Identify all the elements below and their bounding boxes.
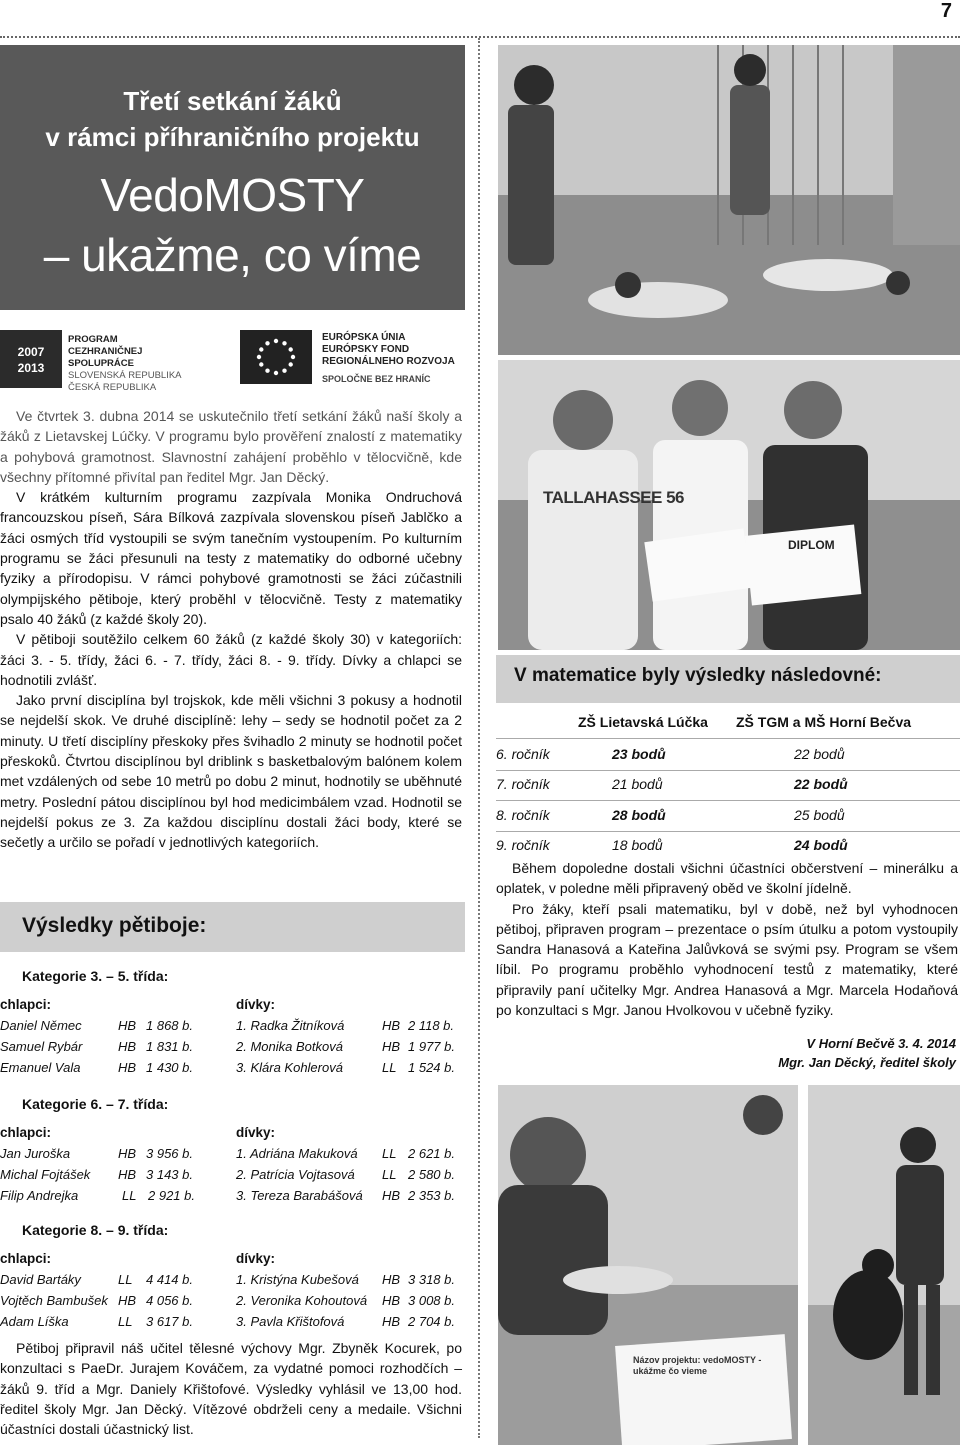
points: 3 318 b. [408, 1272, 455, 1287]
eu-fund-logo [240, 330, 465, 388]
article-title-box [0, 45, 465, 310]
school-code: LL [122, 1188, 137, 1203]
school-code: HB [382, 1018, 401, 1033]
school-code: LL [118, 1314, 133, 1329]
cross-border-program-logo [0, 330, 210, 393]
program-line: PROGRAM [68, 334, 118, 345]
grade: 9. ročník [496, 837, 550, 853]
points: 2 118 b. [408, 1018, 455, 1033]
athlete-name: Filip Andrejka [0, 1188, 79, 1203]
score-school-b: 22 bodů [794, 776, 848, 792]
points: 3 143 b. [146, 1167, 193, 1182]
result-row [0, 1167, 465, 1187]
program-logo-text [68, 334, 182, 394]
points: 2 353 b. [408, 1188, 455, 1203]
athlete-name: 2. Monika Botková [236, 1039, 343, 1054]
right-paragraph-1: Během dopoledne dostali všichni účastníci občerstvení – minerálku a oplatek, v poledne měli připravený oběd ve školní jídelně. [496, 860, 958, 897]
school-code: HB [118, 1039, 137, 1054]
score-school-b: 24 bodů [794, 837, 848, 853]
athlete-name: Daniel Němec [0, 1018, 82, 1033]
points: 3 617 b. [146, 1314, 193, 1329]
intro-paragraph-4: Jako první disciplína byl trojskok, kde měli všichni 3 pokusy a hodnotil se nejdelší skok. Ve druhé disciplíně: lehy – sedy se hodnotil počet za 2 minuty. U třetí disciplíny přeskoky přes švihadlo 2 minuty se hodnotil počet přeskoků. Čtvrtou disciplínou byl driblink s basketbalovým balónem kolem met vzdálených od sebe 10 metrů po dobu 2 minut, hodnotily se uběhnuté metry. Poslední pátou disciplínou byl hod medicimbálem vzad. Hodnotil se nejdelší pokus ze 3. Za každou disciplínu dostali žáci body, které se sečetly a určilo se pořadí v jednotlivých kategoriích. [0, 692, 462, 851]
athlete-name: 2. Patrícia Vojtasová [236, 1167, 355, 1182]
points: 1 868 b. [146, 1018, 193, 1033]
eu-motto: SPOLOČNE BEZ HRANÍC [322, 374, 431, 384]
eu-logo-text [322, 332, 455, 368]
winners-with-diplomas-photo [498, 360, 960, 650]
title-line-4: – ukažme, co víme [43, 229, 422, 281]
classroom-scene-illustration [498, 1085, 798, 1445]
points: 2 621 b. [408, 1146, 455, 1161]
right-paragraph-2: Pro žáky, kteří psali matematiku, byl v době, než byl vyhodnocen pětiboj, připraven program – prezentace o psím útulku a potom vystoupily Sandra Hanasová a Kateřina Jalůvková se svými psy. Program se všem líbil. Po programu proběhlo vyhodnocení testů z matematiky, které připravily paní učitelky Mgr. Andrea Hanasová a Mgr. Marcela Hodaňová po konzultaci s Mgr. Janou Hvolkovou v učebně fyziky. [496, 900, 958, 1019]
math-results-header [496, 655, 960, 703]
footer-paragraph: Pětiboj připravil náš učitel tělesné výchovy Mgr. Zbyněk Kocurek, po konzultaci s PaeDr. Jurajem Kováčem, za vydatné pomoci rozhodčích – žáků 9. tříd a Mgr. Daniely Křištofové. Výsledky vyhlásil ve 13,00 hod. ředitel školy Mgr. Jan Děcký. Vítězové obdrželi ceny a medaile. Všichni účastníci dostali účastnický list. [0, 1340, 462, 1438]
sponsor-logos [0, 318, 465, 393]
table-rule [496, 800, 960, 801]
gym-scene-illustration [498, 45, 960, 355]
intro-paragraph-1: Ve čtvrtek 3. dubna 2014 se uskutečnilo třetí setkání žáků naší školy a žáků z Lietavskej Lúčky. V programu bylo prověření znalostí z matematiky a pohybová gramotnost. Slavnostní zahájení proběhlo v tělocvičně, kde všechny přítomné přivítal pan ředitel Mgr. Jan Děcký. [0, 408, 462, 485]
points: 4 056 b. [146, 1293, 193, 1308]
signature-place-date: V Horní Bečvě 3. 4. 2014 [806, 1036, 956, 1051]
eu-line: REGIONÁLNEHO ROZVOJA [322, 356, 455, 367]
school-code: LL [118, 1272, 133, 1287]
school-a-heading: ZŠ Lietavská Lúčka [578, 714, 708, 730]
program-year-start: 2007 [17, 345, 45, 359]
points: 2 704 b. [408, 1314, 455, 1329]
school-code: LL [382, 1146, 397, 1161]
athlete-name: Vojtěch Bambušek [0, 1293, 108, 1308]
right-column-text [496, 858, 958, 1020]
gym-exercise-photo [498, 45, 960, 355]
table-rule [496, 738, 960, 739]
dog-presentation-photo [808, 1085, 960, 1445]
category-heading: Kategorie 6. – 7. třída: [22, 1096, 169, 1112]
points: 2 580 b. [408, 1167, 455, 1182]
boys-label: chlapci: [0, 1251, 52, 1266]
eu-flag-icon [240, 330, 312, 384]
result-row [0, 1018, 465, 1038]
result-row [0, 1146, 465, 1166]
title-line-3: VedoMOSTY [100, 169, 365, 221]
school-code: HB [118, 1060, 137, 1075]
points: 3 008 b. [408, 1293, 455, 1308]
athlete-name: David Bartáky [0, 1272, 81, 1287]
test-sheet-header: Názov projektu: vedoMOSTY - ukážme čo vieme [633, 1355, 762, 1376]
shirt-print: TALLAHASSEE 56 [543, 488, 684, 507]
results-header-box [0, 902, 465, 952]
result-row [0, 1293, 465, 1313]
points: 1 831 b. [146, 1039, 193, 1054]
school-code: HB [382, 1314, 401, 1329]
table-rule [496, 770, 960, 771]
school-code: HB [382, 1039, 401, 1054]
points: 4 414 b. [146, 1272, 193, 1287]
program-year-end: 2013 [17, 361, 45, 375]
score-school-b: 25 bodů [794, 807, 845, 823]
grade: 8. ročník [496, 807, 550, 823]
points: 1 430 b. [146, 1060, 193, 1075]
score-school-a: 18 bodů [612, 837, 663, 853]
athlete-name: 1. Kristýna Kubešová [236, 1272, 359, 1287]
athlete-name: Jan Juroška [0, 1146, 71, 1161]
article-intro [0, 406, 462, 853]
result-row [0, 1039, 465, 1059]
score-school-b: 22 bodů [794, 746, 845, 762]
category-heading: Kategorie 3. – 5. třída: [22, 968, 169, 984]
diploma-label: DIPLOM [788, 538, 835, 552]
math-row [496, 772, 960, 800]
score-school-a: 28 bodů [612, 807, 666, 823]
program-line: CEZHRANIČNEJ [68, 346, 143, 357]
points: 3 956 b. [146, 1146, 193, 1161]
math-row [496, 833, 960, 861]
athlete-name: 1. Adriána Makuková [236, 1146, 358, 1161]
school-code: HB [382, 1293, 401, 1308]
boys-label: chlapci: [0, 1125, 52, 1140]
girls-label: dívky: [236, 1125, 276, 1140]
points: 1 977 b. [408, 1039, 455, 1054]
school-code: HB [118, 1167, 137, 1182]
top-dotted-divider [0, 36, 960, 38]
school-code: HB [382, 1188, 401, 1203]
school-code: LL [382, 1167, 397, 1182]
eu-line: EURÓPSKY FOND [322, 344, 410, 355]
program-country: SLOVENSKÁ REPUBLIKA [68, 370, 182, 381]
math-row [496, 742, 960, 770]
math-row [496, 803, 960, 831]
results-title: Výsledky pětiboje: [22, 914, 207, 937]
school-code: HB [118, 1018, 137, 1033]
result-row [0, 1272, 465, 1292]
school-code: LL [382, 1060, 397, 1075]
school-code: HB [118, 1146, 137, 1161]
table-rule [496, 831, 960, 832]
girls-label: dívky: [236, 997, 276, 1012]
score-school-a: 23 bodů [612, 746, 666, 762]
classroom-test-photo [498, 1085, 798, 1445]
grade: 6. ročník [496, 746, 550, 762]
boys-label: chlapci: [0, 997, 52, 1012]
intro-paragraph-3: V pětiboji soutěžilo celkem 60 žáků (z každé školy 30) v kategoriích: žáci 3. - 5. třídy, žáci 6. - 7. třídy, žáci 8. - 9. třídy. Dívky a chlapci se hodnotili zvlášť. [0, 631, 462, 688]
girls-label: dívky: [236, 1251, 276, 1266]
eu-line: EURÓPSKA ÚNIA [322, 332, 406, 343]
result-row [0, 1314, 465, 1334]
article-footer [0, 1338, 462, 1439]
athlete-name: 2. Veronika Kohoutová [236, 1293, 368, 1308]
athlete-name: 3. Tereza Barabášová [236, 1188, 363, 1203]
school-code: HB [382, 1272, 401, 1287]
athlete-name: Emanuel Vala [0, 1060, 81, 1075]
intro-paragraph-2: V krátkém kulturním programu zazpívala Monika Ondruchová francouzskou píseň, Sára Bílková zazpívala slovenskou píseň Jablčko a žáci osmých tříd vystoupili se svým tanečním vystoupením. Po kulturním programu se žáci přesunuli na testy z matematiky do odborné učebny fyziky a přírodopisu. V rámci pohybové gramotnosti se žáci zúčastnili olympijského pětiboje, který proběhl v tělocvičně. Testy z matematiky psalo 40 žáků (z každé školy 20). [0, 489, 462, 627]
dog-scene-illustration [808, 1085, 960, 1445]
result-row [0, 1060, 465, 1080]
points: 1 524 b. [408, 1060, 455, 1075]
points: 2 921 b. [148, 1188, 195, 1203]
athlete-name: Michal Fojtášek [0, 1167, 91, 1182]
athlete-name: Adam Líška [0, 1314, 69, 1329]
athlete-name: 1. Radka Žitníková [236, 1018, 345, 1033]
title-line-2: v rámci příhraničního projektu [45, 122, 420, 152]
program-line: SPOLUPRÁCE [68, 358, 134, 369]
title-line-1: Třetí setkání žáků [123, 86, 342, 116]
program-country: ČESKÁ REPUBLIKA [68, 382, 157, 393]
school-code: HB [118, 1293, 137, 1308]
score-school-a: 21 bodů [612, 776, 663, 792]
athlete-name: Samuel Rybár [0, 1039, 83, 1054]
math-results-title: V matematice byly výsledky následovné: [514, 665, 882, 686]
page-number: 7 [940, 0, 952, 22]
column-dotted-divider [478, 38, 480, 1438]
athlete-name: 3. Klára Kohlerová [236, 1060, 343, 1075]
result-row [0, 1188, 465, 1208]
program-years-badge [0, 330, 62, 388]
grade: 7. ročník [496, 776, 550, 792]
school-b-heading: ZŠ TGM a MŠ Horní Bečva [736, 714, 912, 730]
category-heading: Kategorie 8. – 9. třída: [22, 1222, 169, 1238]
signature-name: Mgr. Jan Děcký, ředitel školy [778, 1055, 956, 1070]
athlete-name: 3. Pavla Křištofová [236, 1314, 345, 1329]
